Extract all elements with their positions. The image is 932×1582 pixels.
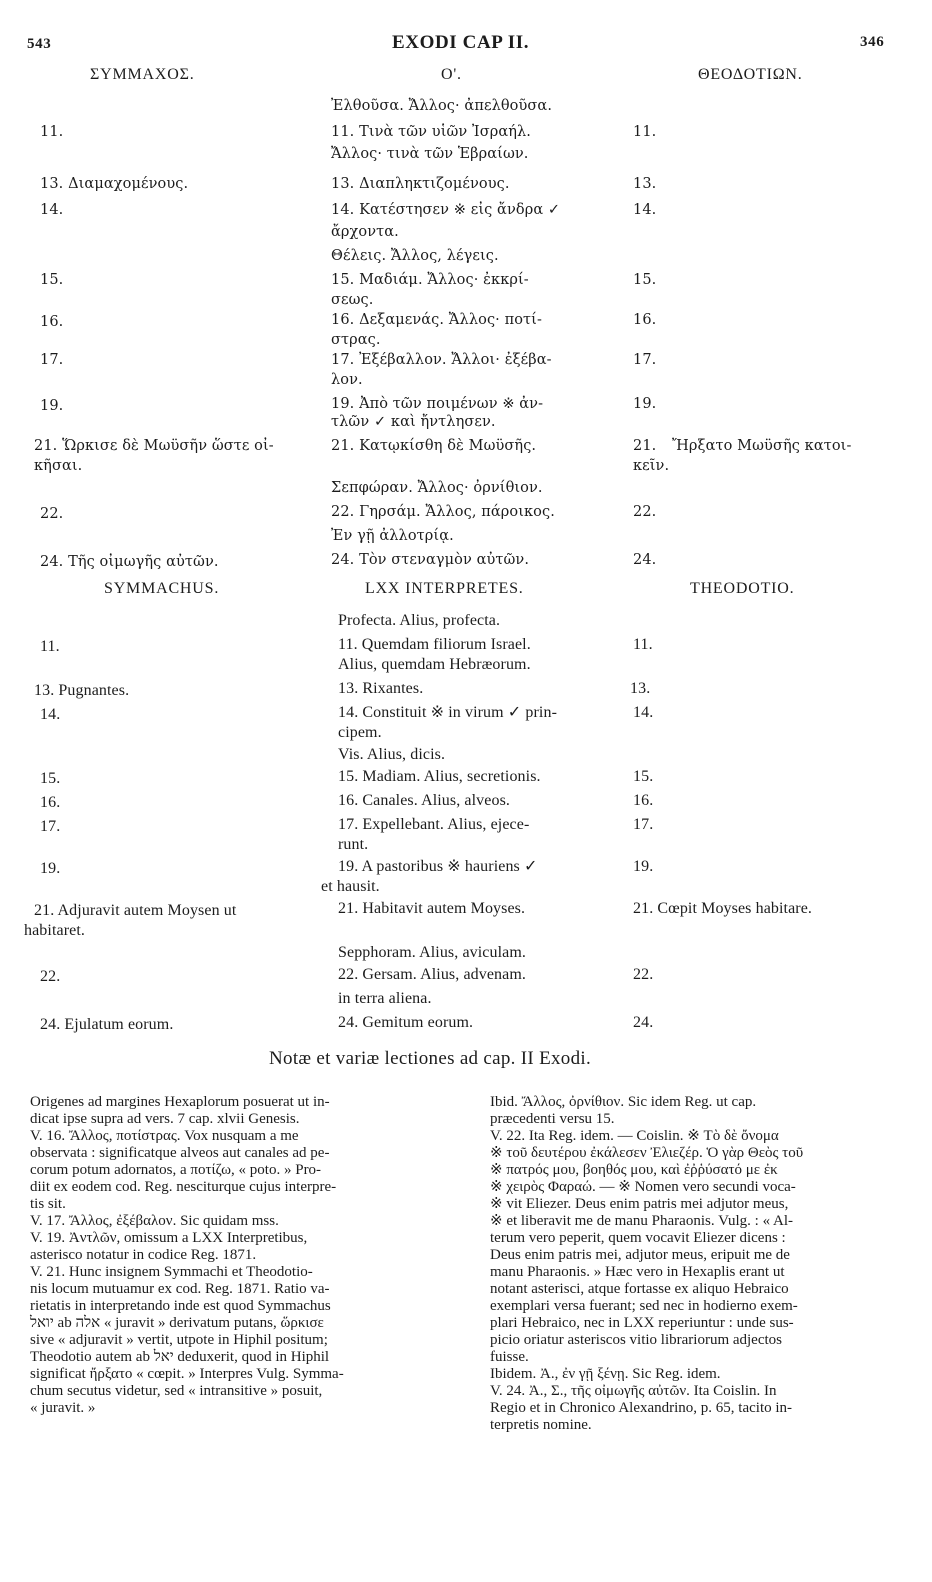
- greek-line: κεῖν.: [633, 458, 670, 474]
- greek-line: 17.: [40, 352, 64, 368]
- greek-line: τλῶν ✓ καὶ ἤντλησεν.: [331, 414, 496, 430]
- latin-line: 16. Canales. Alius, alveos.: [338, 792, 511, 809]
- greek-line: 11.: [633, 124, 657, 140]
- note-line: V. 22. Ita Reg. idem. — Coislin. ※ Τὸ δὲ ὄνομα: [490, 1128, 779, 1144]
- greek-line: 14.: [40, 202, 64, 218]
- latin-line: et hausit.: [321, 878, 380, 895]
- latin-line: 16.: [40, 794, 61, 811]
- latin-line: 24. Ejulatum eorum.: [40, 1016, 174, 1033]
- note-line: diit ex eodem cod. Reg. nesciturque cujus interpre-: [30, 1179, 337, 1195]
- note-line: chum secutus videtur, sed « intransitive » posuit,: [30, 1383, 323, 1399]
- note-line: Deus enim patris mei, adjutor meus, eripuit me de: [490, 1247, 790, 1263]
- latin-line: 22.: [40, 968, 61, 985]
- greek-line: 19.: [633, 396, 657, 412]
- latin-line: 19.: [40, 860, 61, 877]
- column-head-symmachus-latin: SYMMACHUS.: [104, 580, 220, 597]
- greek-line: 13. Διαμαχομένους.: [40, 176, 189, 192]
- column-head-theodotion-greek: ΘΕΟΔΟΤΙΩΝ.: [698, 66, 803, 83]
- note-line: V. 17. Ἄλλος, ἐξέβαλον. Sic quidam mss.: [30, 1213, 279, 1229]
- note-line: V. 16. Ἄλλος, ποτίστρας. Vox nusquam a me: [30, 1128, 299, 1144]
- greek-line: 16.: [40, 314, 64, 330]
- note-line: exemplari versa fuerant; sed nec in hodierno exem-: [490, 1298, 798, 1314]
- note-line: terpretis nomine.: [490, 1417, 592, 1433]
- latin-line: 17.: [40, 818, 61, 835]
- latin-line: 14.: [633, 704, 654, 721]
- note-line: picio oriatur asteriscos vitio librariorum adjectos: [490, 1332, 783, 1348]
- greek-line: 21.: [633, 438, 657, 454]
- greek-line: στρας.: [331, 332, 381, 348]
- latin-line: 13. Pugnantes.: [34, 682, 130, 699]
- note-line: corum potum adornatos, a ποτίζω, « poto. » Pro-: [30, 1162, 322, 1178]
- note-line: tis sit.: [30, 1196, 66, 1212]
- latin-line: 14. Constituit ※ in virum ✓ prin-: [338, 704, 558, 721]
- note-line: terum vero peperit, quem vocavit Eliezer dicens :: [490, 1230, 786, 1246]
- latin-line: Profecta. Alius, profecta.: [338, 612, 501, 629]
- latin-line: in terra aliena.: [338, 990, 432, 1007]
- greek-line: 24.: [633, 552, 657, 568]
- latin-line: 21. Habitavit autem Moyses.: [338, 900, 526, 917]
- column-head-symmachus-greek: ΣΥΜΜΑΧΟΣ.: [90, 66, 195, 83]
- latin-line: 16.: [633, 792, 654, 809]
- latin-line: Alius, quemdam Hebræorum.: [338, 656, 531, 673]
- latin-line: 15. Madiam. Alius, secretionis.: [338, 768, 541, 785]
- latin-line: 24. Gemitum eorum.: [338, 1014, 474, 1031]
- latin-line: Vis. Alius, dicis.: [338, 746, 446, 763]
- note-line: Theodotio autem ab יאל deduxerit, quod in Hiphil: [30, 1349, 330, 1365]
- note-line: præcedenti versu 15.: [490, 1111, 615, 1127]
- latin-line: cipem.: [338, 724, 382, 741]
- latin-line: 24.: [633, 1014, 654, 1031]
- latin-line: 14.: [40, 706, 61, 723]
- greek-line: λον.: [331, 372, 363, 388]
- greek-line: 16.: [633, 312, 657, 328]
- greek-line: 17.: [633, 352, 657, 368]
- latin-line: 17.: [633, 816, 654, 833]
- latin-line: 11.: [633, 636, 653, 653]
- column-head-lxx-latin: LXX INTERPRETES.: [365, 580, 524, 597]
- note-line: nis locum mutuamur ex cod. Reg. 1871. Ratio va-: [30, 1281, 330, 1297]
- greek-line: 13.: [633, 176, 657, 192]
- greek-line: Σεπφώραν. Ἄλλος· ὀρνίθιον.: [331, 480, 543, 496]
- note-line: dicat ipse supra ad vers. 7 cap. xlvii Genesis.: [30, 1111, 300, 1127]
- note-line: ※ τοῦ δευτέρου ἐκάλεσεν Ἐλιεζέρ. Ὁ γὰρ Θεὸς τοῦ: [490, 1145, 804, 1161]
- greek-line: 11.: [40, 124, 64, 140]
- latin-line: 15.: [633, 768, 654, 785]
- latin-line: 11. Quemdam filiorum Israel.: [338, 636, 531, 653]
- note-line: « juravit. »: [30, 1400, 96, 1416]
- latin-line: runt.: [338, 836, 369, 853]
- running-title: EXODI CAP II.: [392, 32, 530, 53]
- greek-line: Ἐν γῇ ἀλλοτρίᾳ.: [331, 528, 454, 544]
- note-line: ※ πατρός μου, βοηθός μου, καὶ ἐῤῥύσατό με ἐκ: [490, 1162, 778, 1178]
- greek-line: 24. Τῆς οἰμωγῆς αὐτῶν.: [40, 554, 219, 570]
- greek-line: ἄρχοντα.: [331, 224, 399, 240]
- note-line: Ibid. Ἄλλος, ὀρνίθιον. Sic idem Reg. ut cap.: [490, 1094, 757, 1110]
- greek-line: 15. Μαδιάμ. Ἄλλος· ἐκκρί-: [331, 272, 529, 288]
- note-line: יואל ab אלה « juravit » derivatum putans, ὥρκισε: [30, 1315, 324, 1331]
- notes-title: Notæ et variæ lectiones ad cap. II Exodi.: [269, 1048, 592, 1069]
- note-line: asterisco notatur in codice Reg. 1871.: [30, 1247, 257, 1263]
- latin-line: habitaret.: [24, 922, 85, 939]
- greek-line: 24. Τὸν στεναγμὸν αὐτῶν.: [331, 552, 530, 568]
- note-line: notant asterisci, atque fortasse ex aliquo Hebraico: [490, 1281, 789, 1297]
- greek-line: κῆσαι.: [34, 458, 83, 474]
- greek-line: Ἤρξατο Μωϋσῆς κατοι-: [672, 438, 852, 454]
- latin-line: 21. Adjuravit autem Moysen ut: [34, 902, 237, 919]
- greek-line: 14.: [633, 202, 657, 218]
- greek-line: 22. Γηρσάμ. Ἄλλος, πάροικος.: [331, 504, 555, 520]
- latin-line: 22. Gersam. Alius, advenam.: [338, 966, 526, 983]
- greek-line: Ἄλλος· τινὰ τῶν Ἑβραίων.: [331, 146, 529, 162]
- greek-line: Ἐλθοῦσα. Ἄλλος· ἀπελθοῦσα.: [331, 98, 553, 114]
- note-line: plari Hebraico, nec in LXX reperiuntur : unde sus-: [490, 1315, 794, 1331]
- greek-line: 21. Ὥρκισε δὲ Μωϋσῆν ὥστε οἰ-: [34, 438, 274, 454]
- notes-left-column: [30, 1094, 470, 1417]
- note-line: ※ et liberavit me de manu Pharaonis. Vulg. : « Al-: [490, 1213, 794, 1229]
- greek-line: 22.: [40, 506, 64, 522]
- greek-line: 13. Διαπληκτιζομένους.: [331, 176, 510, 192]
- note-line: manu Pharaonis. » Hæc vero in Hexaplis erant ut: [490, 1264, 785, 1280]
- latin-line: 11.: [40, 638, 60, 655]
- greek-line: 16. Δεξαμενάς. Ἄλλος· ποτί-: [331, 312, 542, 328]
- note-line: fuisse.: [490, 1349, 529, 1365]
- greek-line: 15.: [40, 272, 64, 288]
- greek-line: 21. Κατῳκίσθη δὲ Μωϋσῆς.: [331, 438, 537, 454]
- note-line: sive « adjuravit » vertit, utpote in Hiphil positum;: [30, 1332, 328, 1348]
- greek-line: σεως.: [331, 292, 374, 308]
- note-line: V. 24. Ἀ., Σ., τῆς οἰμωγῆς αὐτῶν. Ita Coislin. In: [490, 1383, 777, 1399]
- column-head-theodotion-latin: THEODOTIO.: [690, 580, 795, 597]
- latin-line: 17. Expellebant. Alius, ejece-: [338, 816, 530, 833]
- note-line: Ibidem. Ἀ., ἐν γῇ ξένῃ. Sic Reg. idem.: [490, 1366, 721, 1382]
- page-number-right: 346: [860, 34, 885, 50]
- notes-right-column: [490, 1094, 910, 1434]
- latin-line: 19. A pastoribus ※ hauriens ✓: [338, 858, 538, 875]
- greek-line: 11. Τινὰ τῶν υἱῶν Ἰσραήλ.: [331, 124, 532, 140]
- latin-line: 13.: [630, 680, 651, 697]
- greek-line: Θέλεις. Ἄλλος, λέγεις.: [331, 248, 499, 264]
- greek-line: 22.: [633, 504, 657, 520]
- note-line: rietatis in interpretando inde est quod Symmachus: [30, 1298, 331, 1314]
- latin-line: 19.: [633, 858, 654, 875]
- greek-line: 15.: [633, 272, 657, 288]
- column-head-lxx-greek: Ο'.: [441, 66, 462, 83]
- note-line: ※ χειρὸς Φαραώ. — ※ Nomen vero secundi voca-: [490, 1179, 796, 1195]
- greek-line: 19. Ἀπὸ τῶν ποιμένων ※ ἀν-: [331, 396, 544, 412]
- latin-line: Sepphoram. Alius, aviculam.: [338, 944, 527, 961]
- note-line: Regio et in Chronico Alexandrino, p. 65, tacito in-: [490, 1400, 793, 1416]
- page-number-left: 543: [27, 36, 52, 52]
- note-line: V. 19. Ἀντλῶν, omissum a LXX Interpretibus,: [30, 1230, 308, 1246]
- latin-line: 13. Rixantes.: [338, 680, 424, 697]
- greek-line: 19.: [40, 398, 64, 414]
- greek-line: 17. Ἐξέβαλλον. Ἄλλοι· ἐξέβα-: [331, 352, 552, 368]
- note-line: significat ἤρξατο « cœpit. » Interpres Vulg. Symma-: [30, 1366, 344, 1382]
- note-line: observata : significatque alveos aut canales ad pe-: [30, 1145, 330, 1161]
- latin-line: 15.: [40, 770, 61, 787]
- greek-line: 14. Κατέστησεν ※ εἰς ἄνδρα ✓: [331, 202, 561, 218]
- latin-line: 21. Cœpit Moyses habitare.: [633, 900, 813, 917]
- note-line: Origenes ad margines Hexaplorum posuerat ut in-: [30, 1094, 330, 1110]
- latin-line: 22.: [633, 966, 654, 983]
- note-line: ※ vit Eliezer. Deus enim patris mei adjutor meus,: [490, 1196, 789, 1212]
- note-line: V. 21. Hunc insignem Symmachi et Theodotio-: [30, 1264, 313, 1280]
